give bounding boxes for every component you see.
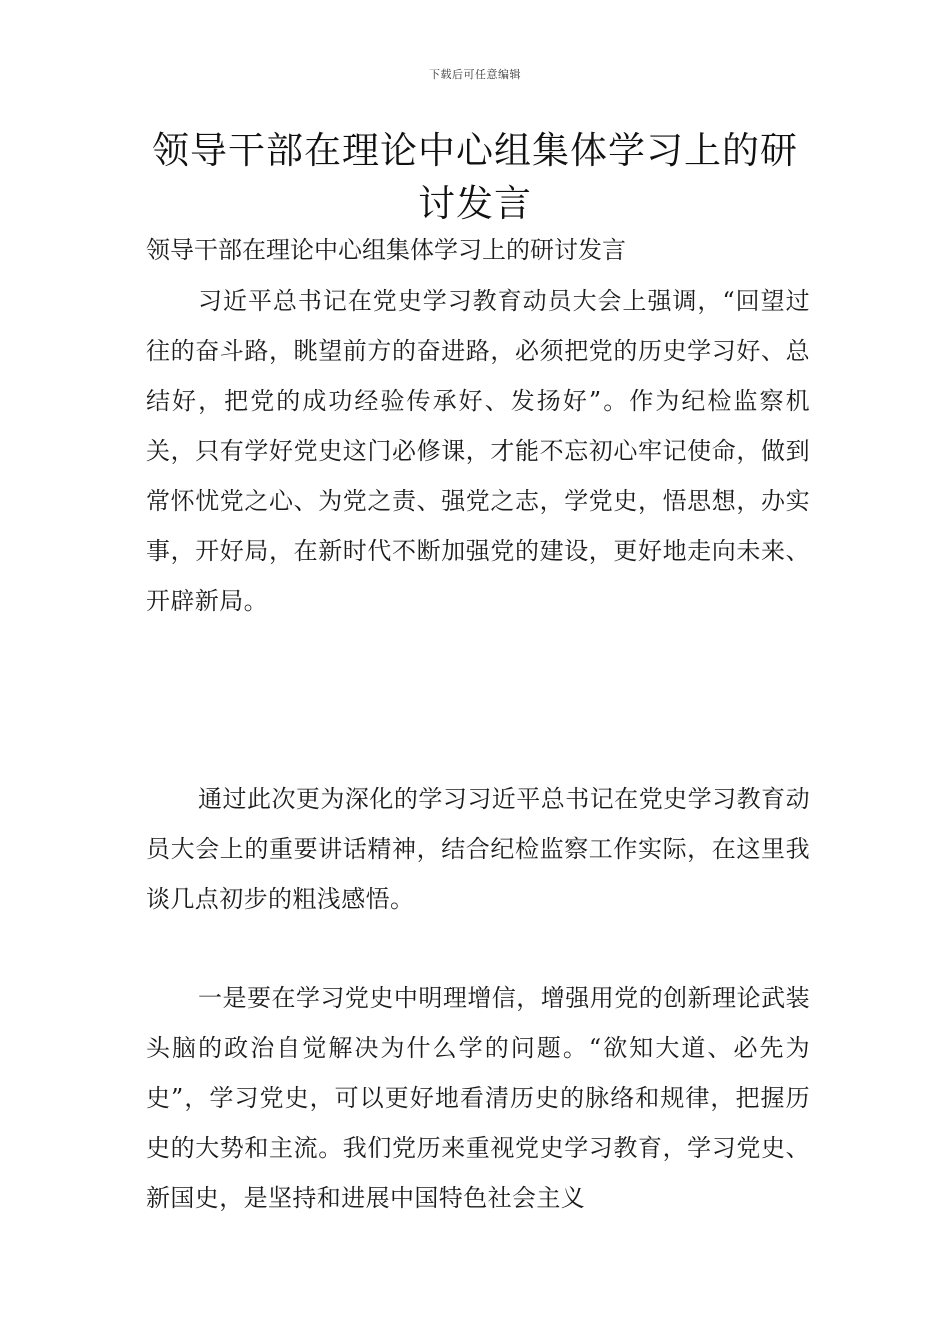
- paragraph-transition: 通过此次更为深化的学习习近平总书记在党史学习教育动员大会上的重要讲话精神，结合纪检监察工作实际，在这里我谈几点初步的粗浅感悟。: [146, 785, 810, 913]
- paragraph-point-one: 一是要在学习党史中明理增信，增强用党的创新理论武装头脑的政治自觉解决为什么学的问题。“欲知大道、必先为史”，学习党史，可以更好地看清历史的脉络和规律，把握历史的大势和主流。我们党历来重视党史学习教育，学习党史、新国史，是坚持和进展中国特色社会主义: [146, 984, 810, 1212]
- document-title: 领导干部在理论中心组集体学习上的研讨发言: [152, 129, 798, 225]
- header-note: 下载后可任意编辑: [429, 68, 521, 81]
- document-subtitle: 领导干部在理论中心组集体学习上的研讨发言: [146, 236, 626, 264]
- paragraph-intro: 习近平总书记在党史学习教育动员大会上强调，“回望过往的奋斗路，眺望前方的奋进路，必须把党的历史学习好、总结好，把党的成功经验传承好、发扬好”。作为纪检监察机关，只有学好党史这门必修课，才能不忘初心牢记使命，做到常怀忧党之心、为党之责、强党之志，学党史，悟思想，办实事，开好局，在新时代不断加强党的建设，更好地走向未来、开辟新局。: [146, 287, 810, 615]
